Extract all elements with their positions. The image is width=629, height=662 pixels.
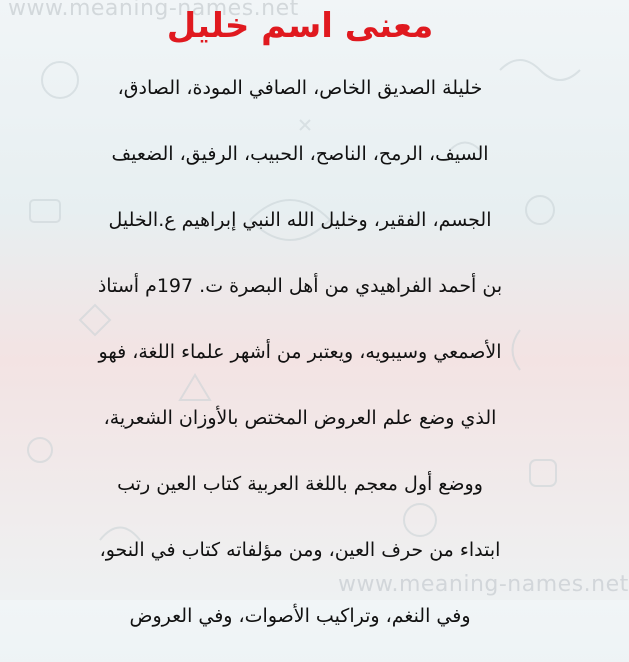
name-meaning-text	[24, 68, 576, 662]
text-line: خليلة الصديق الخاص، الصافي المودة، الصادق،	[117, 77, 483, 99]
page-title: معنى اسم خليل	[166, 6, 434, 46]
text-line: ووضع أول معجم باللغة العربية كتاب العين رتب	[117, 473, 483, 495]
text-line: بن أحمد الفراهيدي من أهل البصرة ت. 197م أستاذ	[97, 275, 503, 297]
text-line: السيف، الرمح، الناصح، الحبيب، الرفيق، الضعيف	[111, 143, 489, 165]
watermark-top: www.meaning-names.net	[8, 0, 299, 21]
text-line: وفي النغم، وتراكيب الأصوات، وفي العروض	[129, 605, 471, 627]
text-line: الجسم، الفقير، وخليل الله النبي إبراهيم ع.الخليل	[108, 209, 492, 231]
text-line: ابتداء من حرف العين، ومن مؤلفاته كتاب في النحو،	[99, 539, 501, 561]
text-line: الأصمعي وسيبويه، ويعتبر من أشهر علماء اللغة، فهو	[98, 341, 502, 363]
watermark-bottom: www.meaning-names.net	[338, 572, 629, 597]
text-line: الذي وضع علم العروض المختص بالأوزان الشعرية،	[103, 407, 497, 429]
